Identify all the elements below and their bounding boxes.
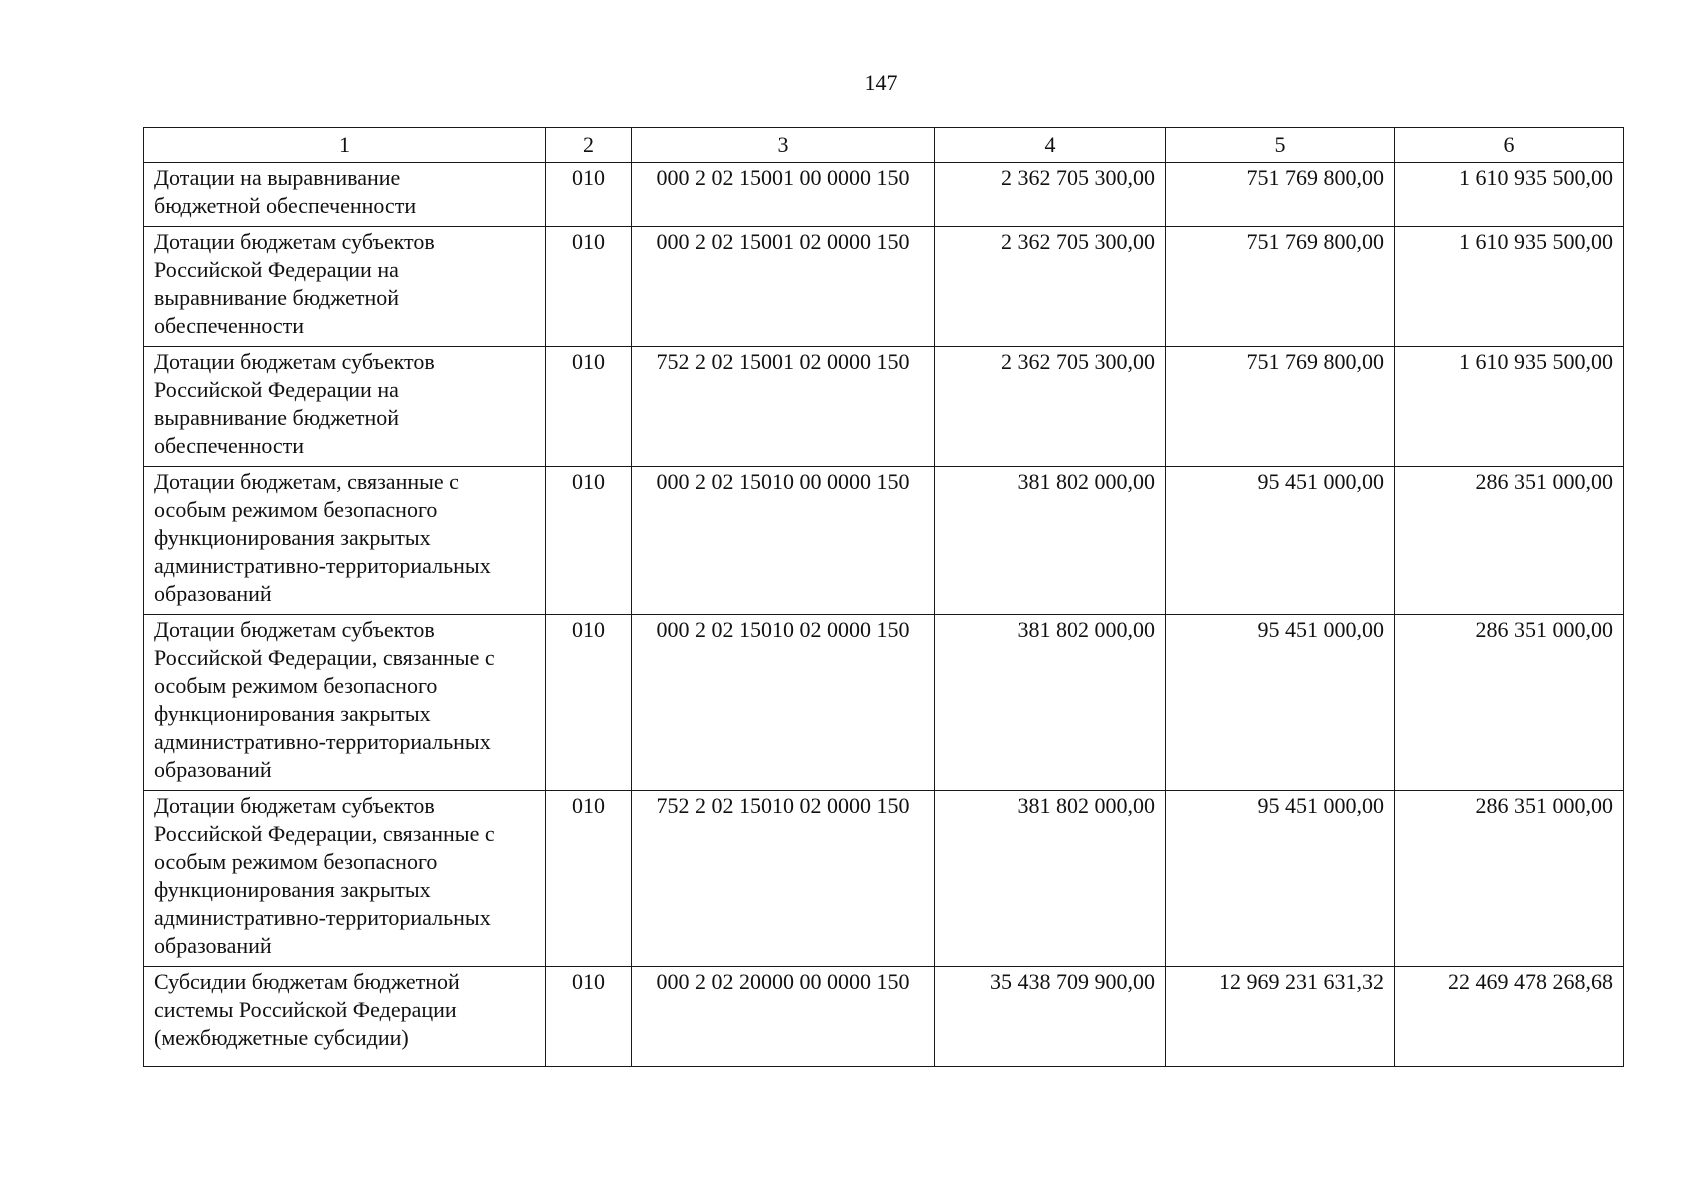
row-kbk-cell: 752 2 02 15001 02 0000 150	[632, 347, 935, 467]
table-row	[144, 791, 1624, 967]
table-row	[144, 467, 1624, 615]
row-value-6-cell: 1 610 935 500,00	[1395, 347, 1624, 467]
row-name-cell: Дотации бюджетам субъектов Российской Федерации, связанные с особым режимом безопасного функционирования закрытых административно-территориальных образований	[144, 791, 546, 967]
row-value-6-cell: 1 610 935 500,00	[1395, 227, 1624, 347]
row-value-5-cell: 751 769 800,00	[1166, 227, 1395, 347]
row-value-5-cell: 95 451 000,00	[1166, 467, 1395, 615]
column-header-2: 2	[546, 128, 632, 163]
row-name-cell: Дотации бюджетам субъектов Российской Федерации на выравнивание бюджетной обеспеченности	[144, 227, 546, 347]
row-kbk-cell: 000 2 02 20000 00 0000 150	[632, 967, 935, 1067]
row-value-5-cell: 95 451 000,00	[1166, 791, 1395, 967]
row-code-cell: 010	[546, 227, 632, 347]
row-value-6-cell: 286 351 000,00	[1395, 467, 1624, 615]
row-value-4-cell: 381 802 000,00	[935, 467, 1166, 615]
row-value-4-cell: 2 362 705 300,00	[935, 347, 1166, 467]
row-name-cell: Дотации бюджетам, связанные с особым режимом безопасного функционирования закрытых административно-территориальных образований	[144, 467, 546, 615]
row-code-cell: 010	[546, 467, 632, 615]
row-kbk-cell: 000 2 02 15001 00 0000 150	[632, 163, 935, 227]
column-header-6: 6	[1395, 128, 1624, 163]
row-value-4-cell: 381 802 000,00	[935, 615, 1166, 791]
budget-table	[143, 127, 1624, 1067]
page-number: 147	[864, 70, 898, 95]
column-header-5: 5	[1166, 128, 1395, 163]
table-row	[144, 615, 1624, 791]
header-row	[144, 128, 1624, 163]
row-kbk-cell: 000 2 02 15010 00 0000 150	[632, 467, 935, 615]
row-value-4-cell: 2 362 705 300,00	[935, 227, 1166, 347]
row-name-cell: Дотации бюджетам субъектов Российской Федерации на выравнивание бюджетной обеспеченности	[144, 347, 546, 467]
row-value-4-cell: 35 438 709 900,00	[935, 967, 1166, 1067]
row-code-cell: 010	[546, 967, 632, 1067]
row-value-5-cell: 751 769 800,00	[1166, 163, 1395, 227]
table-row	[144, 967, 1624, 1067]
column-header-4: 4	[935, 128, 1166, 163]
row-value-5-cell: 95 451 000,00	[1166, 615, 1395, 791]
row-kbk-cell: 752 2 02 15010 02 0000 150	[632, 791, 935, 967]
table-row	[144, 347, 1624, 467]
row-value-5-cell: 751 769 800,00	[1166, 347, 1395, 467]
row-code-cell: 010	[546, 791, 632, 967]
row-value-4-cell: 381 802 000,00	[935, 791, 1166, 967]
row-value-5-cell: 12 969 231 631,32	[1166, 967, 1395, 1067]
table-row	[144, 227, 1624, 347]
table-row	[144, 163, 1624, 227]
row-value-6-cell: 286 351 000,00	[1395, 615, 1624, 791]
row-name-cell: Дотации бюджетам субъектов Российской Федерации, связанные с особым режимом безопасного функционирования закрытых административно-территориальных образований	[144, 615, 546, 791]
row-code-cell: 010	[546, 347, 632, 467]
column-header-3: 3	[632, 128, 935, 163]
row-value-6-cell: 22 469 478 268,68	[1395, 967, 1624, 1067]
row-name-cell: Субсидии бюджетам бюджетной системы Российской Федерации (межбюджетные субсидии)	[144, 967, 546, 1067]
row-value-6-cell: 1 610 935 500,00	[1395, 163, 1624, 227]
row-code-cell: 010	[546, 163, 632, 227]
row-kbk-cell: 000 2 02 15010 02 0000 150	[632, 615, 935, 791]
row-code-cell: 010	[546, 615, 632, 791]
row-value-6-cell: 286 351 000,00	[1395, 791, 1624, 967]
row-kbk-cell: 000 2 02 15001 02 0000 150	[632, 227, 935, 347]
row-name-cell: Дотации на выравнивание бюджетной обеспеченности	[144, 163, 546, 227]
column-header-1: 1	[144, 128, 546, 163]
row-value-4-cell: 2 362 705 300,00	[935, 163, 1166, 227]
